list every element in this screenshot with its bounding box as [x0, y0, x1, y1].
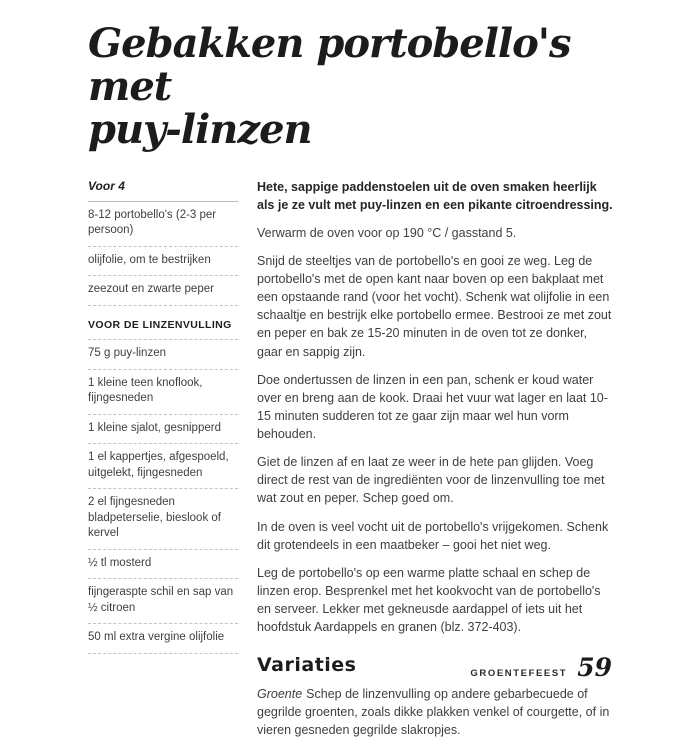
- variation-text: Schep de linzenvulling op andere gebarbecuede of gegrilde groenten, zoals dikke plakken venkel of courgette, of in vieren gesneden gegrilde slakropjes.: [257, 686, 610, 738]
- page-footer: [470, 653, 612, 682]
- ingredient-item: 8-12 portobello's (2-3 per persoon): [88, 202, 238, 247]
- ingredient-item: 1 kleine teen knoflook, fijngesneden: [88, 370, 238, 415]
- ingredient-item: 75 g puy-linzen: [88, 340, 238, 370]
- recipe-title-line2: puy-linzen: [88, 106, 312, 154]
- ingredient-item: zeezout en zwarte peper: [88, 276, 238, 306]
- method-paragraph: Leg de portobello's op een warme platte schaal en schep de linzen erop. Besprenkel met het kookvocht van de portobello's en serveer. Lekker met gekneusde aardappel of iets uit het hoofdstuk Aardappels en granen (blz. 372-403).: [257, 565, 601, 635]
- serving-size: Voor 4: [88, 178, 238, 202]
- method-paragraph: In de oven is veel vocht uit de portobello's vrijgekomen. Schenk dit grotendeels in een maatbeker – gooi het niet weg.: [257, 519, 609, 552]
- ingredient-item: 2 el fijngesneden bladpeterselie, bieslook of kervel: [88, 489, 238, 550]
- method-paragraph: Giet de linzen af en laat ze weer in de hete pan glijden. Voeg direct de rest van de ingrediënten voor de linzenvulling toe met wat zout en peper. Schep goed om.: [257, 455, 605, 506]
- ingredient-item: 50 ml extra vergine olijfolie: [88, 624, 238, 654]
- ingredient-item: olijfolie, om te bestrijken: [88, 247, 238, 277]
- ingredients-list: [88, 202, 238, 306]
- method-paragraph: Verwarm de oven voor op 190 °C / gasstand 5.: [257, 225, 517, 240]
- filling-ingredients-list: [88, 340, 238, 654]
- method-paragraph: Doe ondertussen de linzen in een pan, schenk er koud water over en breng aan de kook. Draai het vuur wat lager en laat 10-15 minuten sudderen tot ze gaar zijn maar wel hun vorm behouden.: [257, 372, 608, 442]
- recipe-intro: Hete, sappige paddenstoelen uit de oven smaken heerlijk als je ze vult met puy-linzen en een pikante citroendressing.: [257, 179, 613, 212]
- page-number: 59: [577, 653, 612, 682]
- ingredient-item: 1 el kappertjes, afgespoeld, uitgelekt, fijngesneden: [88, 444, 238, 489]
- chapter-name: GROENTEFEEST: [470, 668, 568, 679]
- ingredient-item: ½ tl mosterd: [88, 550, 238, 580]
- variation-label: Groente: [257, 686, 303, 701]
- variations-heading: Variaties: [257, 654, 357, 677]
- ingredient-item: 1 kleine sjalot, gesnipperd: [88, 415, 238, 445]
- ingredients-sidebar: [88, 178, 238, 749]
- method-paragraph: Snijd de steeltjes van de portobello's en gooi ze weg. Leg de portobello's met de open kant naar boven op een bakplaat met een opstaande rand (voor het vocht). Schenk wat olijfolie in een schaaltje en bestrijk elke portobello ermee. Bestrooi ze met zout en peper en bak ze 15-20 minuten in de oven tot ze donker, gaar en sappig zijn.: [257, 253, 612, 359]
- filling-subheading: VOOR DE LINZENVULLING: [88, 306, 238, 340]
- variations-paragraph: [257, 685, 615, 739]
- ingredient-item: fijngeraspte schil en sap van ½ citroen: [88, 579, 238, 624]
- recipe-title: [88, 22, 612, 152]
- recipe-title-line1: Gebakken portobello's met: [88, 20, 571, 111]
